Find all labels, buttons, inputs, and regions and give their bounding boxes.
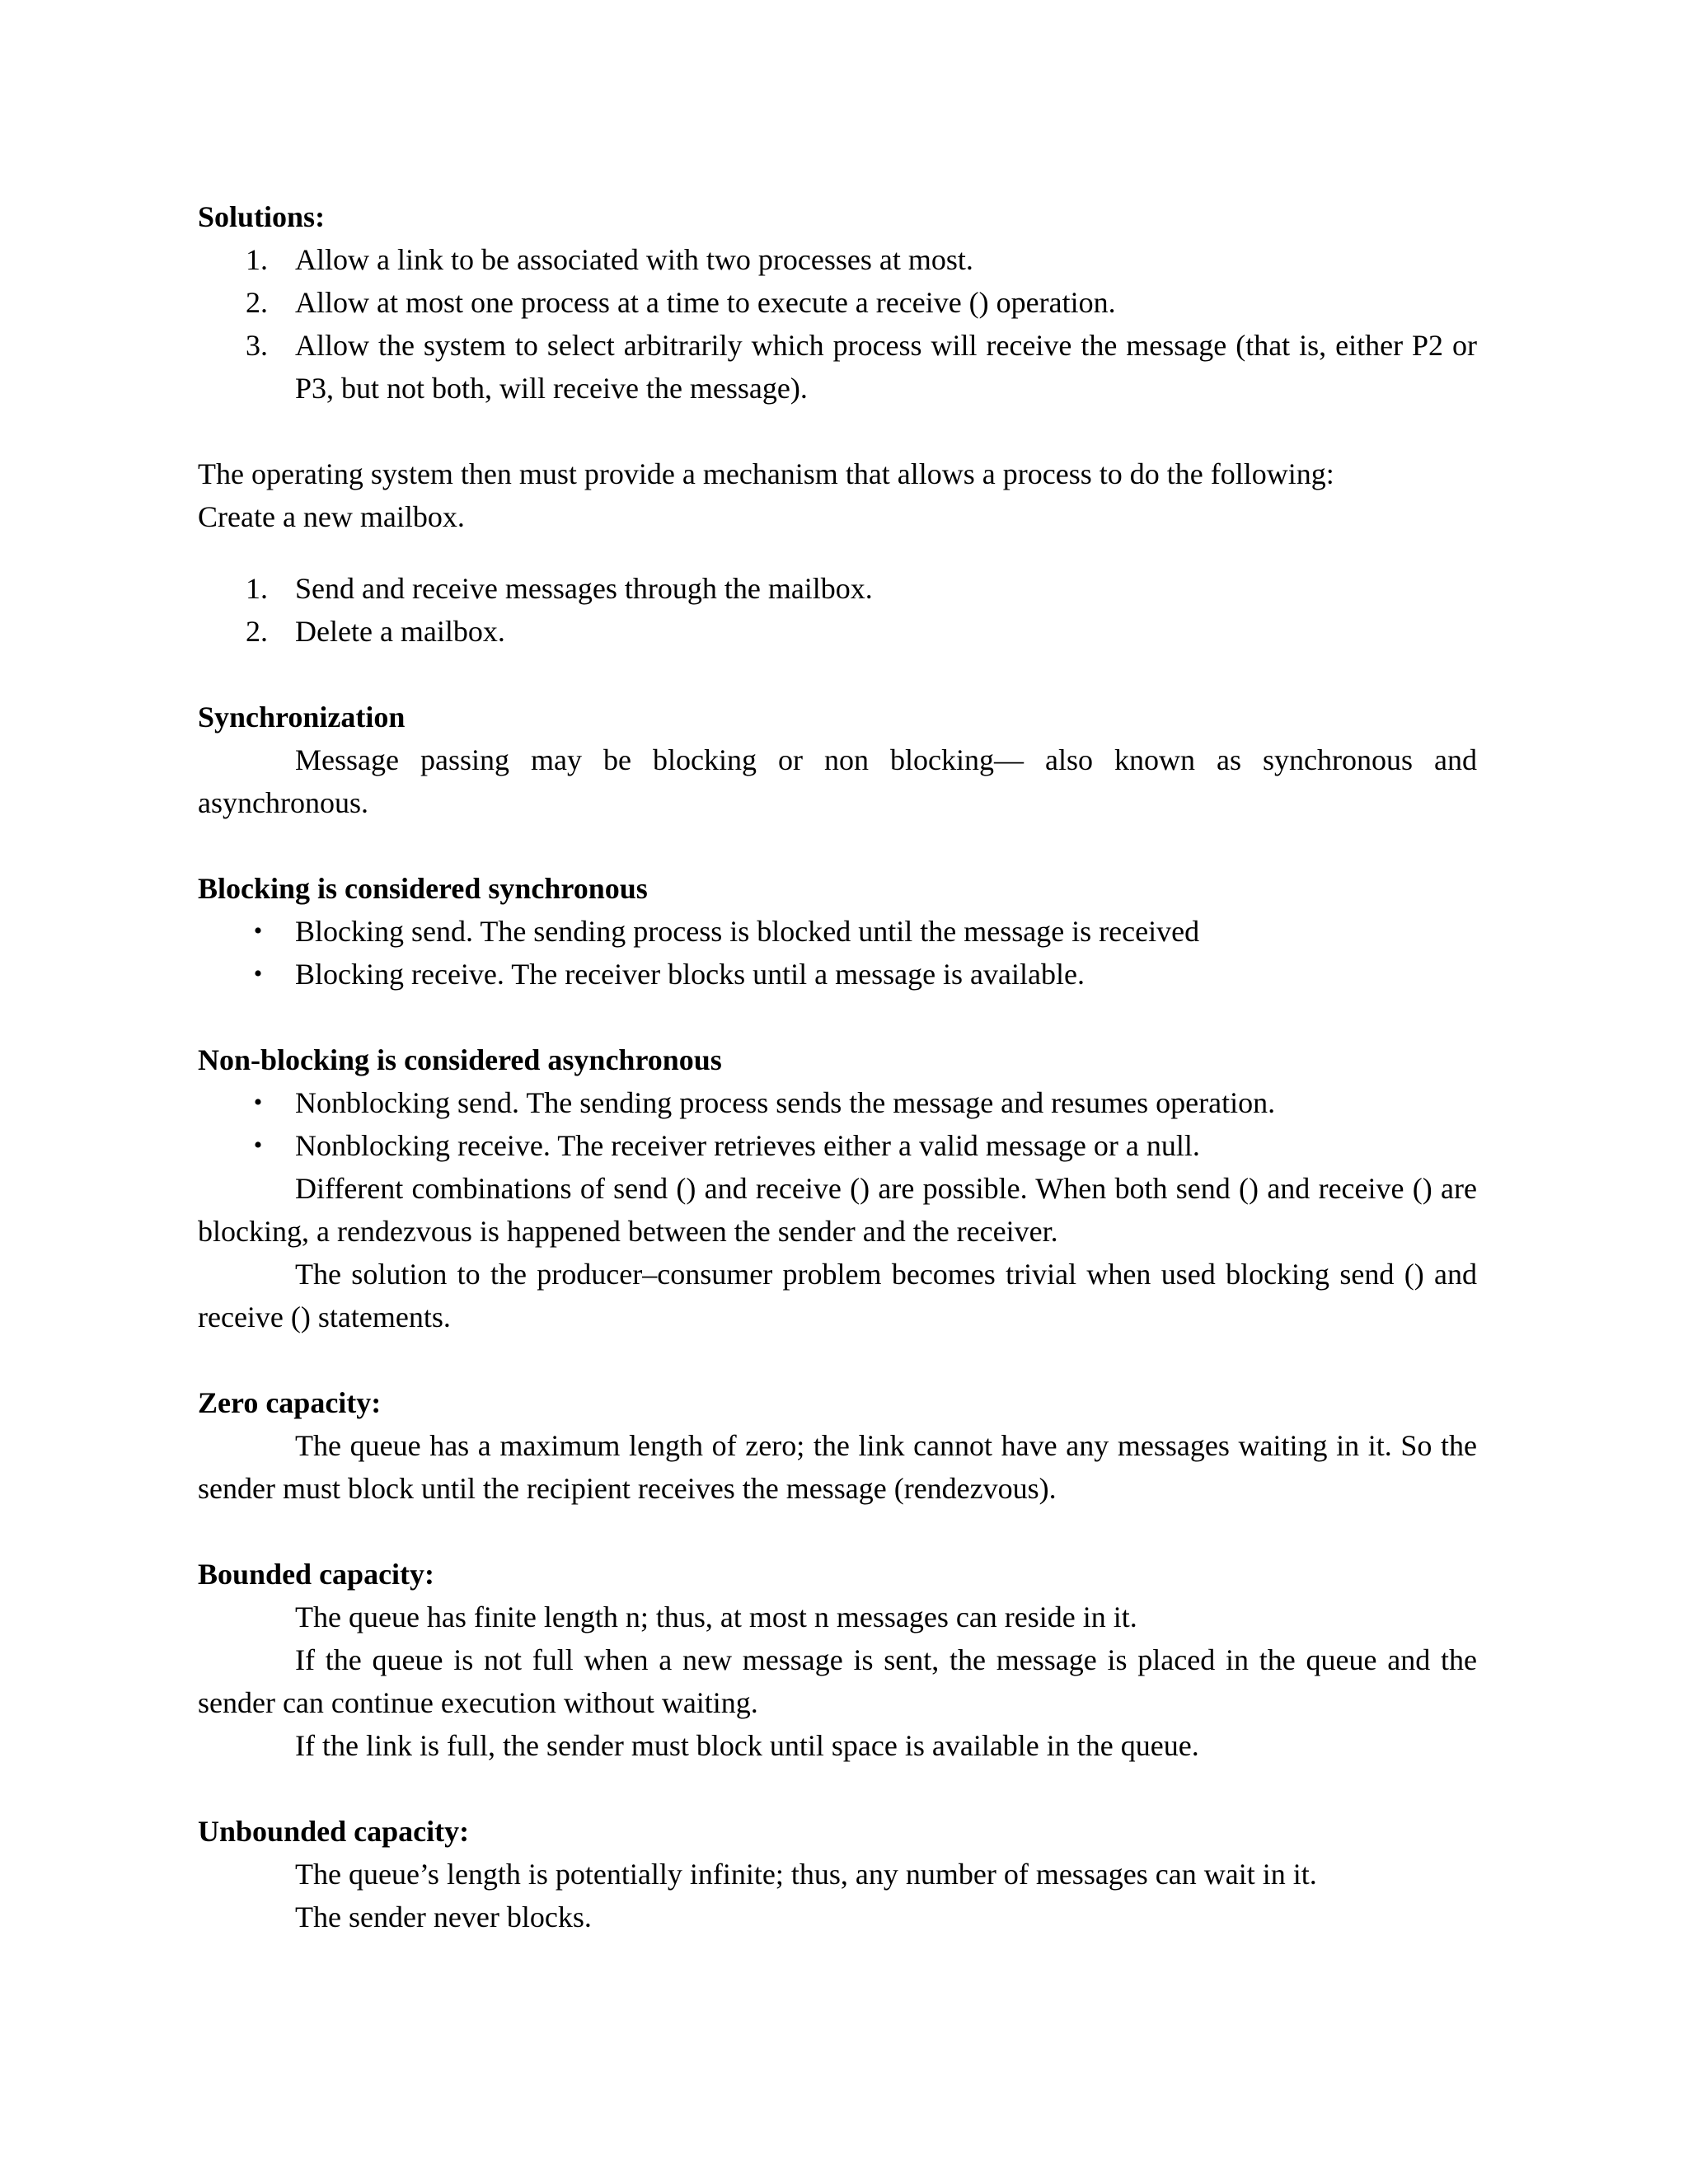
list-item-text: Send and receive messages through the mailbox. <box>295 572 873 605</box>
nonblocking-paragraph-2: The solution to the producer–consumer problem becomes trivial when used blocking send () and receive () statements. <box>198 1258 1477 1333</box>
mailbox-create: Create a new mailbox. <box>198 500 465 533</box>
unbounded-capacity-paragraph-2: The sender never blocks. <box>295 1900 592 1933</box>
list-item <box>198 567 1477 610</box>
list-item <box>198 610 1477 653</box>
list-item-text: Allow at most one process at a time to execute a receive () operation. <box>295 286 1116 319</box>
mailbox-intro: The operating system then must provide a mechanism that allows a process to do the following: <box>198 457 1334 490</box>
bounded-capacity-heading: Bounded capacity: <box>198 1558 435 1591</box>
synchronization-heading: Synchronization <box>198 701 406 733</box>
list-item <box>198 281 1477 324</box>
list-number: 2. <box>246 615 268 648</box>
bullet-icon: • <box>253 917 263 944</box>
list-item <box>198 910 1477 953</box>
nonblocking-heading: Non-blocking is considered asynchronous <box>198 1043 722 1076</box>
list-number: 2. <box>246 286 268 319</box>
list-item <box>198 1081 1477 1124</box>
list-item-text: Nonblocking send. The sending process sends the message and resumes operation. <box>295 1086 1276 1119</box>
list-item-text: Nonblocking receive. The receiver retrieves either a valid message or a null. <box>295 1129 1200 1162</box>
list-item-text: Delete a mailbox. <box>295 615 505 648</box>
unbounded-capacity-heading: Unbounded capacity: <box>198 1815 470 1848</box>
solutions-list <box>198 238 1477 410</box>
unbounded-capacity-paragraph-1: The queue’s length is potentially infinite; thus, any number of messages can wait in it. <box>295 1858 1317 1891</box>
bullet-icon: • <box>253 1089 263 1116</box>
list-number: 3. <box>246 329 268 362</box>
list-item-text: Allow a link to be associated with two processes at most. <box>295 243 973 276</box>
bullet-icon: • <box>253 1132 263 1159</box>
mailbox-list <box>198 567 1477 653</box>
list-item-text: Blocking receive. The receiver blocks until a message is available. <box>295 958 1085 991</box>
blocking-list <box>198 910 1477 996</box>
list-item <box>198 1124 1477 1167</box>
bullet-icon: • <box>253 960 263 987</box>
synchronization-text: Message passing may be blocking or non blocking— also known as synchronous and asynchronous. <box>198 743 1477 819</box>
solutions-heading: Solutions: <box>198 200 326 233</box>
list-item <box>198 324 1477 410</box>
list-number: 1. <box>246 572 268 605</box>
blocking-heading: Blocking is considered synchronous <box>198 872 648 905</box>
bounded-capacity-paragraph-3: If the link is full, the sender must block until space is available in the queue. <box>295 1729 1199 1762</box>
list-item-text: Allow the system to select arbitrarily which process will receive the message (that is, either P2 or P3, but not both, will receive the message). <box>295 329 1477 405</box>
document-page <box>198 195 1477 1938</box>
bounded-capacity-paragraph-1: The queue has finite length n; thus, at most n messages can reside in it. <box>295 1601 1137 1633</box>
list-item-text: Blocking send. The sending process is blocked until the message is received <box>295 915 1200 948</box>
list-item <box>198 953 1477 996</box>
zero-capacity-text: The queue has a maximum length of zero; the link cannot have any messages waiting in it. So the sender must block until the recipient receives the message (rendezvous). <box>198 1429 1477 1505</box>
list-number: 1. <box>246 243 268 276</box>
nonblocking-list <box>198 1081 1477 1167</box>
bounded-capacity-paragraph-2: If the queue is not full when a new message is sent, the message is placed in the queue and the sender can continue execution without waiting. <box>198 1643 1477 1719</box>
list-item <box>198 238 1477 281</box>
zero-capacity-heading: Zero capacity: <box>198 1386 382 1419</box>
nonblocking-paragraph-1: Different combinations of send () and receive () are possible. When both send () and receive () are blocking, a rendezvous is happened between the sender and the receiver. <box>198 1172 1477 1248</box>
